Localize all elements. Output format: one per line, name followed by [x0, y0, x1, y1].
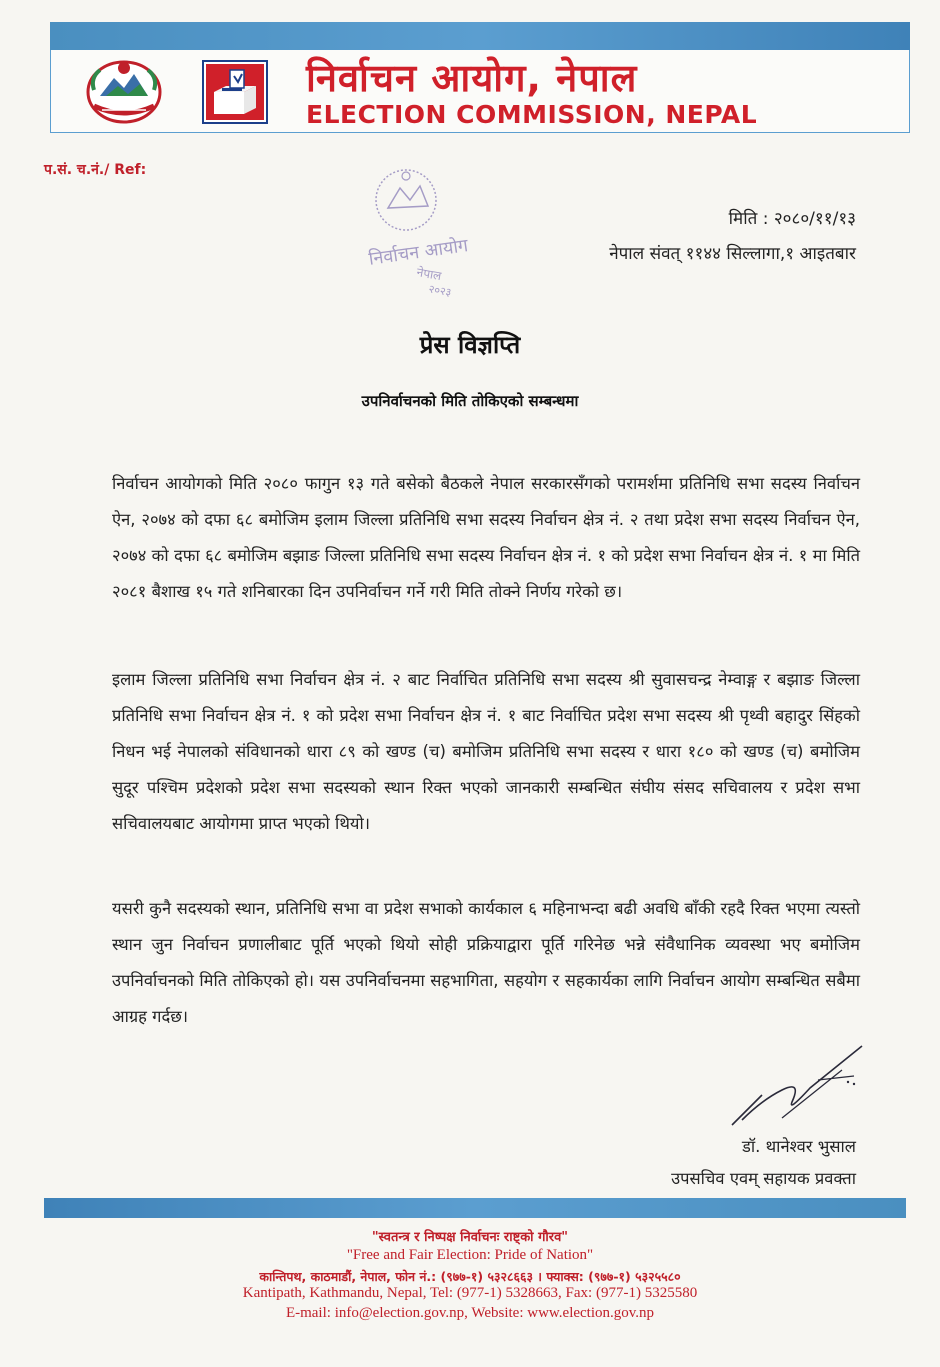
signatory-title: उपसचिव एवम् सहायक प्रवक्ता — [671, 1169, 856, 1188]
header-blue-band — [50, 22, 910, 52]
footer-address-nepali: कान्तिपथ, काठमाडौं, नेपाल, फोन नं.: (९७७-१) ५३२८६६३ । फ्याक्स: (९७७-१) ५३२५५८० — [259, 1269, 681, 1284]
footer-blue-band — [44, 1198, 906, 1218]
stamp-year: २०२३ — [427, 282, 453, 300]
footer-address-english: Kantipath, Kathmandu, Nepal, Tel: (977-1) 5328663, Fax: (977-1) 5325580 — [242, 1285, 698, 1301]
nepal-emblem-icon — [80, 56, 168, 128]
office-seal-stamp — [358, 160, 488, 300]
ballot-box-logo-icon — [202, 60, 268, 124]
commission-title-nepali: निर्वाचन आयोग, नेपाल — [306, 56, 638, 100]
footer-contact: E-mail: info@election.gov.np, Website: www.election.gov.np — [285, 1305, 655, 1321]
signatory-name: डॉ. थानेश्वर भुसाल — [742, 1137, 856, 1156]
paragraph-1: निर्वाचन आयोगको मिति २०८० फागुन १३ गते बसेको बैठकले नेपाल सरकारसँगको परामर्शमा प्रतिनिधि सभा सदस्य निर्वाचन ऐन, २०७४ को दफा ६८ बमोजिम इलाम जिल्ला प्रतिनिधि सभा सदस्य निर्वाचन क्षेत्र नं. २ तथा प्रदेश सभा सदस्य निर्वाचन ऐन, २०७४ को दफा ६८ बमोजिम बझाङ जिल्ला प्रतिनिधि सभा सदस्य निर्वाचन क्षेत्र नं. १ को प्रदेश सभा निर्वाचन क्षेत्र नं. १ मा मिति २०८१ बैशाख १५ गते शनिबारका दिन उपनिर्वाचन गर्ने गरी मिति तोक्ने निर्णय गरेको छ। — [112, 474, 860, 601]
handwritten-signature — [722, 1040, 872, 1135]
stamp-text: निर्वाचन आयोग — [367, 235, 470, 270]
footer-slogan-nepali: "स्वतन्त्र र निष्पक्ष निर्वाचनः राष्ट्को गौरव" — [371, 1230, 569, 1245]
footer-slogan-english: "Free and Fair Election: Pride of Nation" — [346, 1247, 594, 1263]
paragraph-3: यसरी कुनै सदस्यको स्थान, प्रतिनिधि सभा वा प्रदेश सभाको कार्यकाल ६ महिनाभन्दा बढी अवधि बाँकी रहदै रिक्त भएमा त्यस्तो स्थान जुन निर्वाचन प्रणालीबाट पूर्ति भएको थियो सोही प्रक्रियाद्वारा पूर्ति गरिनेछ भन्ने संवैधानिक व्यवस्था भए बमोजिम उपनिर्वाचनको मिति तोकिएको हो। यस उपनिर्वाचनमा सहभागिता, सहयोग र सहकार्यका लागि निर्वाचन आयोग सम्बन्धित सबैमा आग्रह गर्दछ। — [112, 899, 860, 1026]
commission-title-english: ELECTION COMMISSION, NEPAL — [306, 100, 758, 129]
paragraph-2: इलाम जिल्ला प्रतिनिधि सभा निर्वाचन क्षेत्र नं. २ बाट निर्वाचित प्रतिनिधि सभा सदस्य श्री सुवासचन्द्र नेम्वाङ्ग र बझाङ जिल्ला प्रतिनिधि सभा निर्वाचन क्षेत्र नं. १ को प्रदेश सभा निर्वाचन क्षेत्र नं. १ बाट निर्वाचित प्रदेश सभा सदस्य श्री पृथ्वी बहादुर सिंहको निधन भई नेपालको संविधानको धारा ८९ को खण्ड (च) बमोजिम प्रतिनिधि सभा सदस्य र धारा १८० को खण्ड (च) बमोजिम सुदूर पश्चिम प्रदेशको प्रदेश सभा सदस्यको स्थान रिक्त भएको जानकारी सम्बन्धित संघीय संसद सचिवालय र प्रदेश सभा सचिवालयबाट आयोगमा प्राप्त भएको थियो। — [112, 670, 860, 833]
reference-label: प.सं. च.नं./ Ref: — [44, 162, 147, 178]
nepal-sambat-date-line: नेपाल संवत् ११४४ सिल्लागा,१ आइतबार — [609, 244, 856, 264]
press-release-heading: प्रेस विज्ञप्ति — [419, 331, 521, 359]
date-line: मिति : २०८०/११/१३ — [728, 209, 856, 229]
stamp-place: नेपाल — [415, 265, 443, 284]
subject-line: उपनिर्वाचनको मिति तोकिएको सम्बन्धमा — [361, 392, 579, 410]
